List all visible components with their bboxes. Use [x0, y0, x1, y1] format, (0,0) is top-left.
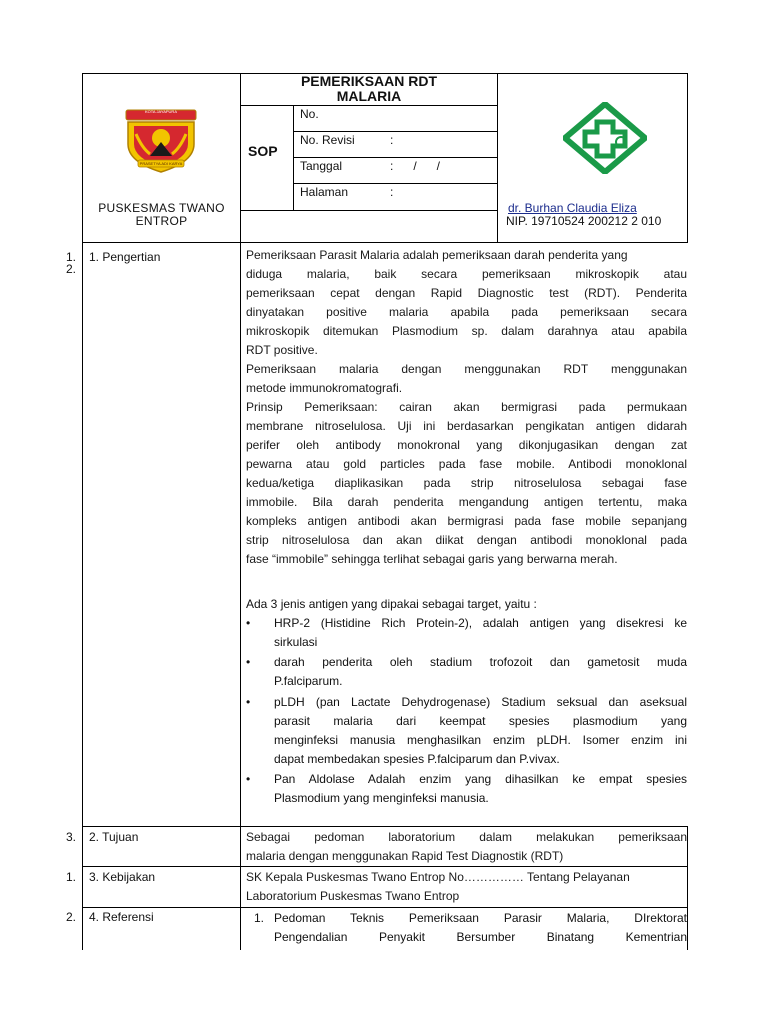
text-line: Pemeriksaan malaria dengan menggunakan RDT menggunakan: [246, 362, 687, 376]
logo-top-text: KOTA JAYAPURA: [144, 109, 177, 114]
text-line: pewarna atau gold particles pada fase mobile. Antibodi monoklonal: [246, 457, 687, 471]
bullet-item-darah: [274, 653, 687, 691]
section-label-pengertian: 1. Pengertian: [89, 250, 161, 264]
text-line: Plasmodium yang menginfeksi manusia.: [274, 791, 489, 805]
text-line: Pedoman Teknis Pemeriksaan Parasir Malaria, DIrektorat: [274, 911, 687, 925]
field-revisi-value: :: [390, 133, 394, 147]
row-number: 1.: [66, 250, 77, 264]
org-name-line2: ENTROP: [135, 214, 188, 228]
text-line: perifer oleh antibody monokronal yang dikonjugasikan dengan zat: [246, 438, 687, 452]
field-tanggal-label: Tanggal: [300, 159, 343, 173]
text-line: strip nitroselulosa dan akan diikat dengan antibodi monoklonal pada: [246, 533, 687, 547]
signer-name: dr. Burhan Claudia Eliza: [508, 201, 637, 215]
text-line: immobile. Bila darah penderita mengandung antigen tertentu, maka: [246, 495, 687, 509]
text-line: RDT positive.: [246, 343, 318, 357]
referensi-item-number: 1.: [254, 911, 265, 925]
bullet-item-aldolase: [274, 770, 687, 808]
text-line: Sebagai pedoman laboratorium dalam melakukan pemeriksaan: [246, 830, 687, 844]
text-line: darah penderita oleh stadium trofozoit dan gametosit muda: [274, 655, 687, 669]
text-line: Prinsip Pemeriksaan: cairan akan bermigrasi pada permukaan: [246, 400, 687, 414]
text-line: malaria dengan menggunakan Rapid Test Diagnostik (RDT): [246, 849, 564, 863]
text-line: sirkulasi: [274, 635, 318, 649]
text-line: pemeriksaan cepat dengan Rapid Diagnostic test (RDT). Penderita: [246, 286, 687, 300]
text-line: fase “immobile” sehingga terlihat sebagai garis yang berwarna merah.: [246, 552, 618, 566]
field-no-label: No.: [300, 107, 319, 121]
row-number: 3.: [66, 830, 77, 844]
text-line: Pan Aldolase Adalah enzim yang dihasilkan ke empat spesies: [274, 772, 687, 786]
bullet-icon: •: [246, 772, 251, 786]
text-line: parasit malaria dari keempat spesies plasmodium yang: [274, 714, 687, 728]
antigen-intro: Ada 3 jenis antigen yang dipakai sebagai target, yaitu :: [246, 597, 537, 611]
text-line: HRP-2 (Histidine Rich Protein-2), adalah antigen yang disekresi ke: [274, 616, 687, 630]
bullet-icon: •: [246, 655, 251, 669]
sop-label: SOP: [248, 143, 278, 159]
text-line: P.falciparum.: [274, 674, 343, 688]
bullet-icon: •: [246, 695, 251, 709]
field-halaman-label: Halaman: [300, 185, 349, 199]
text-line: Pengendalian Penyakit Bersumber Binatang Kementrian: [274, 930, 687, 944]
section-label-kebijakan: 3. Kebijakan: [89, 870, 156, 884]
text-line: mikroskopik ditemukan Plasmodium sp. dalam darahnya atau apabila: [246, 324, 687, 338]
section-label-tujuan: 2. Tujuan: [89, 830, 139, 844]
text-line: menginfeksi manusia menghasilkan enzim pLDH. Isomer enzim ini: [274, 733, 687, 747]
doc-title-line2: MALARIA: [336, 88, 402, 104]
field-revisi-label: No. Revisi: [300, 133, 355, 147]
field-tanggal-value: : / /: [390, 159, 441, 173]
org-name-line1: PUSKESMAS TWANO: [98, 201, 225, 215]
bullet-icon: •: [246, 616, 251, 630]
logo-bottom-text: PRASETYA ADI KARYA: [139, 161, 183, 166]
text-line: membrane nitroselulosa. Uji ini berdasarkan pengikatan antigen didarah: [246, 419, 687, 433]
text-line: Laboratorium Puskesmas Twano Entrop: [246, 889, 460, 903]
tujuan-text: [246, 828, 687, 866]
section-label-referensi: 4. Referensi: [89, 910, 154, 924]
text-line: dapat membedakan spesies P.falciparum dan P.vivax.: [274, 752, 560, 766]
kemenkes-logo: [563, 102, 647, 174]
text-line: pLDH (pan Lactate Dehydrogenase) Stadium seksual dan aseksual: [274, 695, 687, 709]
bullet-item-pldh: [274, 693, 687, 769]
kebijakan-text: [246, 868, 687, 906]
row-number: 2.: [66, 262, 77, 276]
text-line: kedua/ketiga diaplikasikan pada strip nitroselulosa sebagai fase: [246, 476, 687, 490]
text-line: metode immunokromatografi.: [246, 381, 403, 395]
text-line: dinyatakan positive malaria apabila pada pemeriksaan secara: [246, 305, 687, 319]
text-line: SK Kepala Puskesmas Twano Entrop No…………… Tentang Pelayanan: [246, 870, 630, 884]
doc-title-line1: PEMERIKSAAN RDT: [300, 73, 438, 89]
row-number: 2.: [66, 910, 77, 924]
bullet-item-hrp2: [274, 614, 687, 652]
text-line: diduga malaria, baik secara pemeriksaan mikroskopik atau: [246, 267, 687, 281]
text-line: Pemeriksaan Parasit Malaria adalah pemeriksaan darah penderita yang: [246, 248, 628, 262]
field-halaman-value: :: [390, 185, 394, 199]
text-line: kompleks antigen antibodi akan bermigrasi pada fase mobile sepanjang: [246, 514, 687, 528]
signer-nip: NIP. 19710524 200212 2 010: [506, 214, 662, 228]
pengertian-text: [246, 246, 687, 569]
row-number: 1.: [66, 870, 77, 884]
referensi-text: [274, 909, 687, 947]
